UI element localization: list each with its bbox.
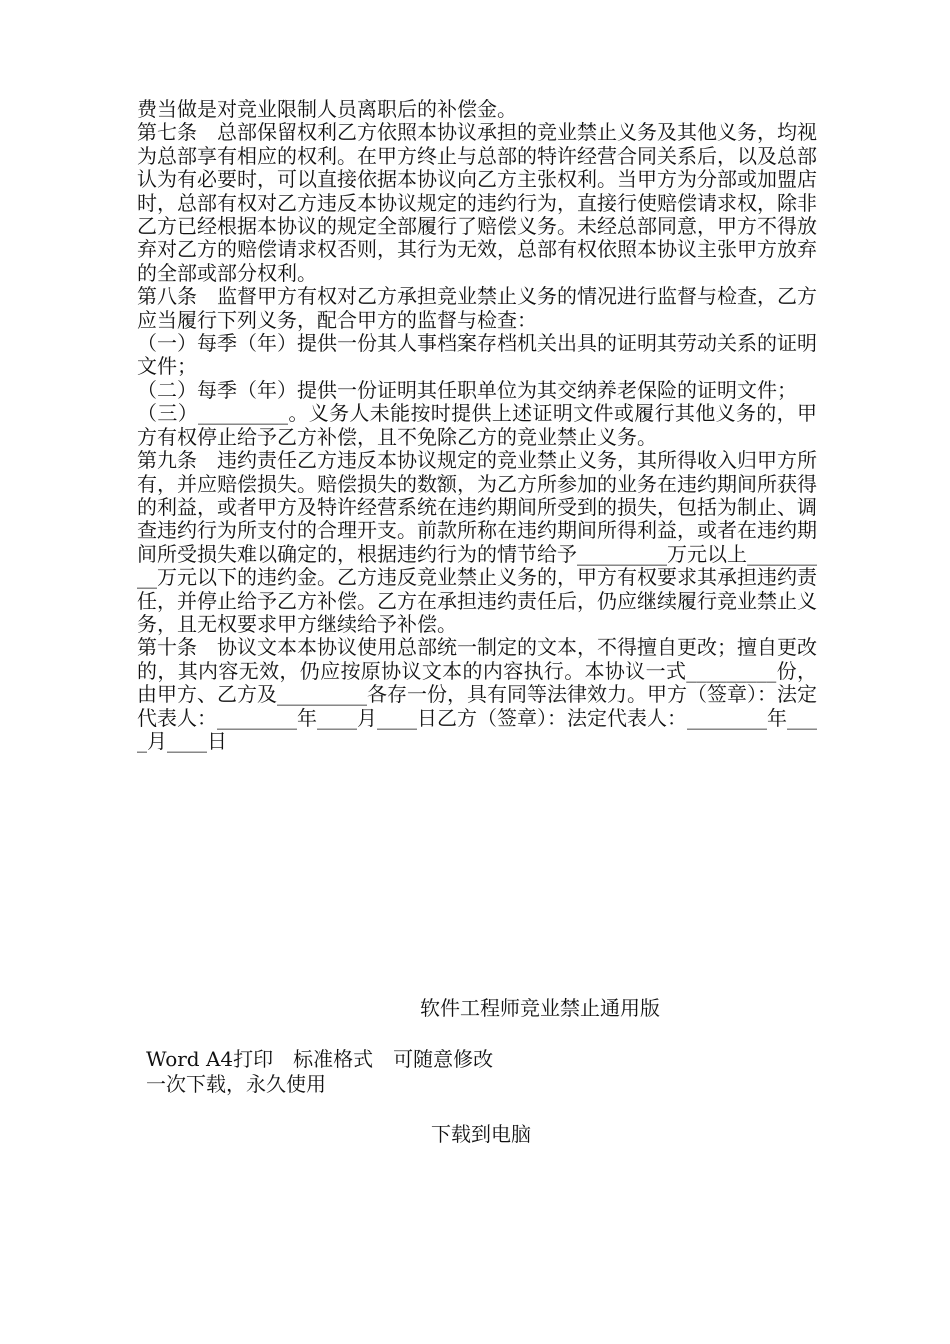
paragraph-article-8-item-3: （三）_________。义务人未能按时提供上述证明文件或履行其他义务的，甲方有权停止给予乙方补偿，且不免除乙方的竞业禁止义务。 (137, 401, 817, 449)
footer-usage-note: 一次下载，永久使用 (146, 1072, 326, 1096)
paragraph-article-9: 第九条 违约责任乙方违反本协议规定的竞业禁止义务，其所得收入归甲方所有，并应赔偿损失。赔偿损失的数额，为乙方所参加的业务在违约期间所获得的利益，或者甲方及特许经营系统在违约期间所受到的损失，包括为制止、调查违约行为所支付的合理开支。前款所称在违约期间所得利益，或者在违约期间所受损失难以确定的，根据违约行为的情节给予_________万元以上_________万元以下的违约金。乙方违反竞业禁止义务的，甲方有权要求其承担违约责任，并停止给予乙方补偿。乙方在承担违约责任后，仍应继续履行竞业禁止义务，且无权要求甲方继续给予补偿。 (137, 448, 817, 636)
paragraph-article-8-item-2: （二）每季（年）提供一份证明其任职单位为其交纳养老保险的证明文件； (137, 377, 797, 402)
paragraph-compensation-tail: 费当做是对竞业限制人员离职后的补偿金。 (137, 97, 517, 121)
paragraph-article-8: 第八条 监督甲方有权对乙方承担竞业禁止义务的情况进行监督与检查，乙方应当履行下列义务，配合甲方的监督与检查： (137, 284, 817, 332)
paragraph-article-10: 第十条 协议文本本协议使用总部统一制定的文本，不得擅自更改；擅自更改的，其内容无效，仍应按原协议文本的内容执行。本协议一式_________份，由甲方、乙方及_________各存一份，具有同等法律效力。甲方（签章）：法定代表人：________年____月____日乙方（签章）：法定代表人：________年____月____日 (137, 635, 817, 753)
paragraph-article-7: 第七条 总部保留权利乙方依照本协议承担的竞业禁止义务及其他义务，均视为总部享有相应的权利。在甲方终止与总部的特许经营合同关系后，以及总部认为有必要时，可以直接依据本协议向乙方主张权利。当甲方为分部或加盟店时，总部有权对乙方违反本协议规定的违约行为，直接行使赔偿请求权，除非乙方已经根据本协议的规定全部履行了赔偿义务。未经总部同意，甲方不得放弃对乙方的赔偿请求权否则，其行为无效，总部有权依照本协议主张甲方放弃的全部或部分权利。 (137, 120, 817, 285)
footer-title: 软件工程师竞业禁止通用版 (420, 996, 660, 1020)
footer-format-note: Word A4打印 标准格式 可随意修改 (146, 1047, 494, 1071)
paragraph-article-8-item-1: （一）每季（年）提供一份其人事档案存档机关出具的证明其劳动关系的证明文件； (137, 331, 817, 379)
document-body (137, 98, 817, 753)
download-to-computer-link[interactable]: 下载到电脑 (431, 1122, 531, 1146)
